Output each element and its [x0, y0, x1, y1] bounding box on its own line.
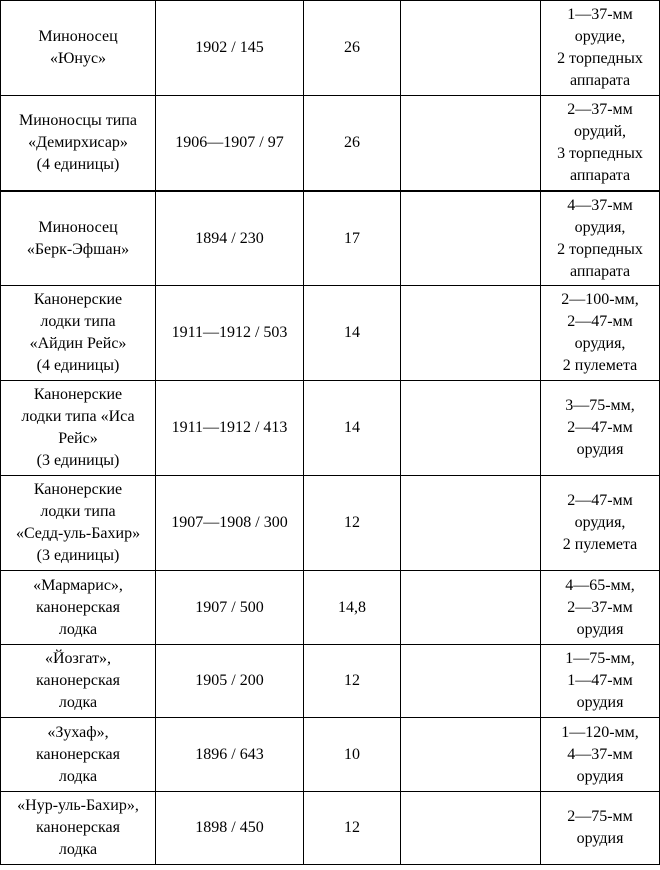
armament-line: 1—37-мм — [567, 6, 633, 23]
speed-cell: 17 — [304, 191, 401, 286]
ship-name-line: лодка — [58, 694, 98, 711]
table-row — [1, 191, 660, 286]
empty-cell — [401, 1, 541, 96]
empty-cell — [401, 286, 541, 381]
ship-name-line: «Йозгат», — [44, 650, 112, 667]
ship-name-line: Канонерские — [33, 481, 123, 498]
ship-name-line: (3 единицы) — [36, 547, 120, 564]
armament-line: орудия — [576, 694, 624, 711]
armament-cell — [541, 191, 660, 286]
speed-cell: 14 — [304, 381, 401, 476]
speed-cell: 26 — [304, 1, 401, 96]
armament-line: орудия — [576, 441, 624, 458]
ship-name-line: лодка — [58, 767, 98, 785]
armament-cell — [541, 96, 660, 192]
year-displacement-cell: 1907 / 500 — [156, 571, 304, 645]
ship-name-line: (4 единицы) — [36, 156, 120, 173]
armament-line: 1—75-мм, — [565, 650, 635, 667]
year-displacement-cell: 1896 / 643 — [156, 718, 304, 792]
armament-line: 2—47-мм — [567, 313, 633, 330]
armament-line: орудие, — [574, 28, 626, 45]
year-displacement-cell: 1905 / 200 — [156, 645, 304, 718]
armament-line: 2—100-мм, — [561, 291, 639, 308]
empty-cell — [401, 645, 541, 718]
ship-name-cell — [1, 645, 156, 718]
empty-cell — [401, 191, 541, 286]
table-row — [1, 792, 660, 865]
armament-line: аппарата — [569, 167, 631, 184]
ship-name-line: «Юнус» — [49, 50, 107, 67]
armament-line: 2—37-мм — [567, 101, 633, 118]
armament-line: орудия — [576, 767, 624, 785]
ship-name-cell — [1, 571, 156, 645]
armament-line: 4—37-мм — [567, 196, 633, 214]
ship-name-line: Канонерские — [33, 291, 123, 308]
armament-line: 2—75-мм — [567, 808, 633, 825]
empty-cell — [401, 476, 541, 571]
ship-name-line: «Берк-Эфшан» — [26, 240, 130, 258]
table-row — [1, 1, 660, 96]
ship-name-line: лодки типа — [40, 503, 116, 520]
year-displacement-cell: 1907—1908 / 300 — [156, 476, 304, 571]
armament-line: 4—65-мм, — [565, 576, 635, 594]
table-row — [1, 381, 660, 476]
armament-cell — [541, 381, 660, 476]
empty-cell — [401, 792, 541, 865]
armament-line: 4—37-мм — [567, 745, 633, 763]
armament-line: орудий, — [573, 123, 627, 140]
ship-name-cell — [1, 792, 156, 865]
ship-name-line: Миноносец — [38, 218, 118, 236]
year-displacement-cell: 1902 / 145 — [156, 1, 304, 96]
speed-cell: 12 — [304, 645, 401, 718]
year-displacement-cell: 1911—1912 / 413 — [156, 381, 304, 476]
ship-name-line: «Зухаф», — [47, 723, 109, 741]
table-row — [1, 96, 660, 192]
ship-name-cell — [1, 381, 156, 476]
year-displacement-cell: 1911—1912 / 503 — [156, 286, 304, 381]
armament-line: орудия, — [574, 218, 626, 236]
empty-cell — [401, 381, 541, 476]
table-row — [1, 476, 660, 571]
ship-name-line: лодка — [58, 620, 98, 638]
armament-line: 2—37-мм — [567, 598, 633, 616]
armament-line: 2 торпедных — [557, 50, 643, 67]
ship-name-line: лодки типа «Иса — [21, 408, 135, 425]
ship-name-line: канонерская — [36, 672, 120, 689]
table-row — [1, 645, 660, 718]
ship-name-line: (3 единицы) — [36, 452, 120, 469]
speed-cell: 14 — [304, 286, 401, 381]
armament-line: 2 пулемета — [562, 357, 638, 374]
armament-cell — [541, 476, 660, 571]
speed-cell: 12 — [304, 476, 401, 571]
speed-cell: 26 — [304, 96, 401, 192]
ships-table-body — [1, 1, 660, 865]
armament-cell — [541, 286, 660, 381]
ship-name-line: Миноносец — [38, 28, 118, 45]
ship-name-cell — [1, 1, 156, 96]
armament-line: орудия, — [574, 514, 626, 531]
armament-cell — [541, 645, 660, 718]
ship-name-line: «Айдин Рейс» — [29, 335, 127, 352]
ship-name-line: (4 единицы) — [36, 357, 120, 374]
ship-name-cell — [1, 286, 156, 381]
ship-name-line: лодки типа — [40, 313, 116, 330]
table-row — [1, 571, 660, 645]
armament-line: аппарата — [569, 72, 631, 89]
ship-name-line: канонерская — [36, 745, 120, 763]
ship-name-line: канонерская — [36, 819, 120, 836]
armament-line: 3—75-мм, — [565, 397, 635, 414]
ship-name-line: «Демирхисар» — [28, 134, 128, 151]
empty-cell — [401, 571, 541, 645]
table-row — [1, 718, 660, 792]
armament-line: 2 пулемета — [562, 536, 638, 553]
armament-line: орудия, — [574, 335, 626, 352]
armament-line: 1—120-мм, — [561, 723, 639, 741]
ship-name-line: Канонерские — [33, 386, 123, 403]
ship-name-line: «Нур-уль-Бахир», — [17, 797, 139, 814]
armament-line: 2—47-мм — [567, 419, 633, 436]
armament-line: 2—47-мм — [567, 492, 633, 509]
ship-name-cell — [1, 718, 156, 792]
armament-line: орудия — [576, 830, 624, 847]
armament-line: орудия — [576, 620, 624, 638]
armament-line: 2 торпедных — [557, 240, 643, 258]
ship-name-line: «Мармарис», — [33, 576, 123, 594]
ship-name-line: канонерская — [36, 598, 120, 616]
speed-cell: 12 — [304, 792, 401, 865]
ship-name-line: лодка — [58, 841, 98, 858]
ship-name-line: «Седд-уль-Бахир» — [15, 525, 141, 542]
table-row — [1, 286, 660, 381]
armament-line: аппарата — [569, 262, 631, 280]
speed-cell: 14,8 — [304, 571, 401, 645]
armament-line: 3 торпедных — [557, 145, 643, 162]
ship-name-cell — [1, 96, 156, 192]
ship-name-cell — [1, 476, 156, 571]
empty-cell — [401, 96, 541, 192]
ship-name-line: Рейс» — [58, 430, 98, 447]
armament-line: 1—47-мм — [567, 672, 633, 689]
empty-cell — [401, 718, 541, 792]
year-displacement-cell: 1898 / 450 — [156, 792, 304, 865]
ship-name-cell — [1, 191, 156, 286]
armament-cell — [541, 792, 660, 865]
armament-cell — [541, 1, 660, 96]
armament-cell — [541, 718, 660, 792]
year-displacement-cell: 1894 / 230 — [156, 191, 304, 286]
year-displacement-cell: 1906—1907 / 97 — [156, 96, 304, 192]
ship-name-line: Миноносцы типа — [19, 112, 137, 129]
speed-cell: 10 — [304, 718, 401, 792]
armament-cell — [541, 571, 660, 645]
